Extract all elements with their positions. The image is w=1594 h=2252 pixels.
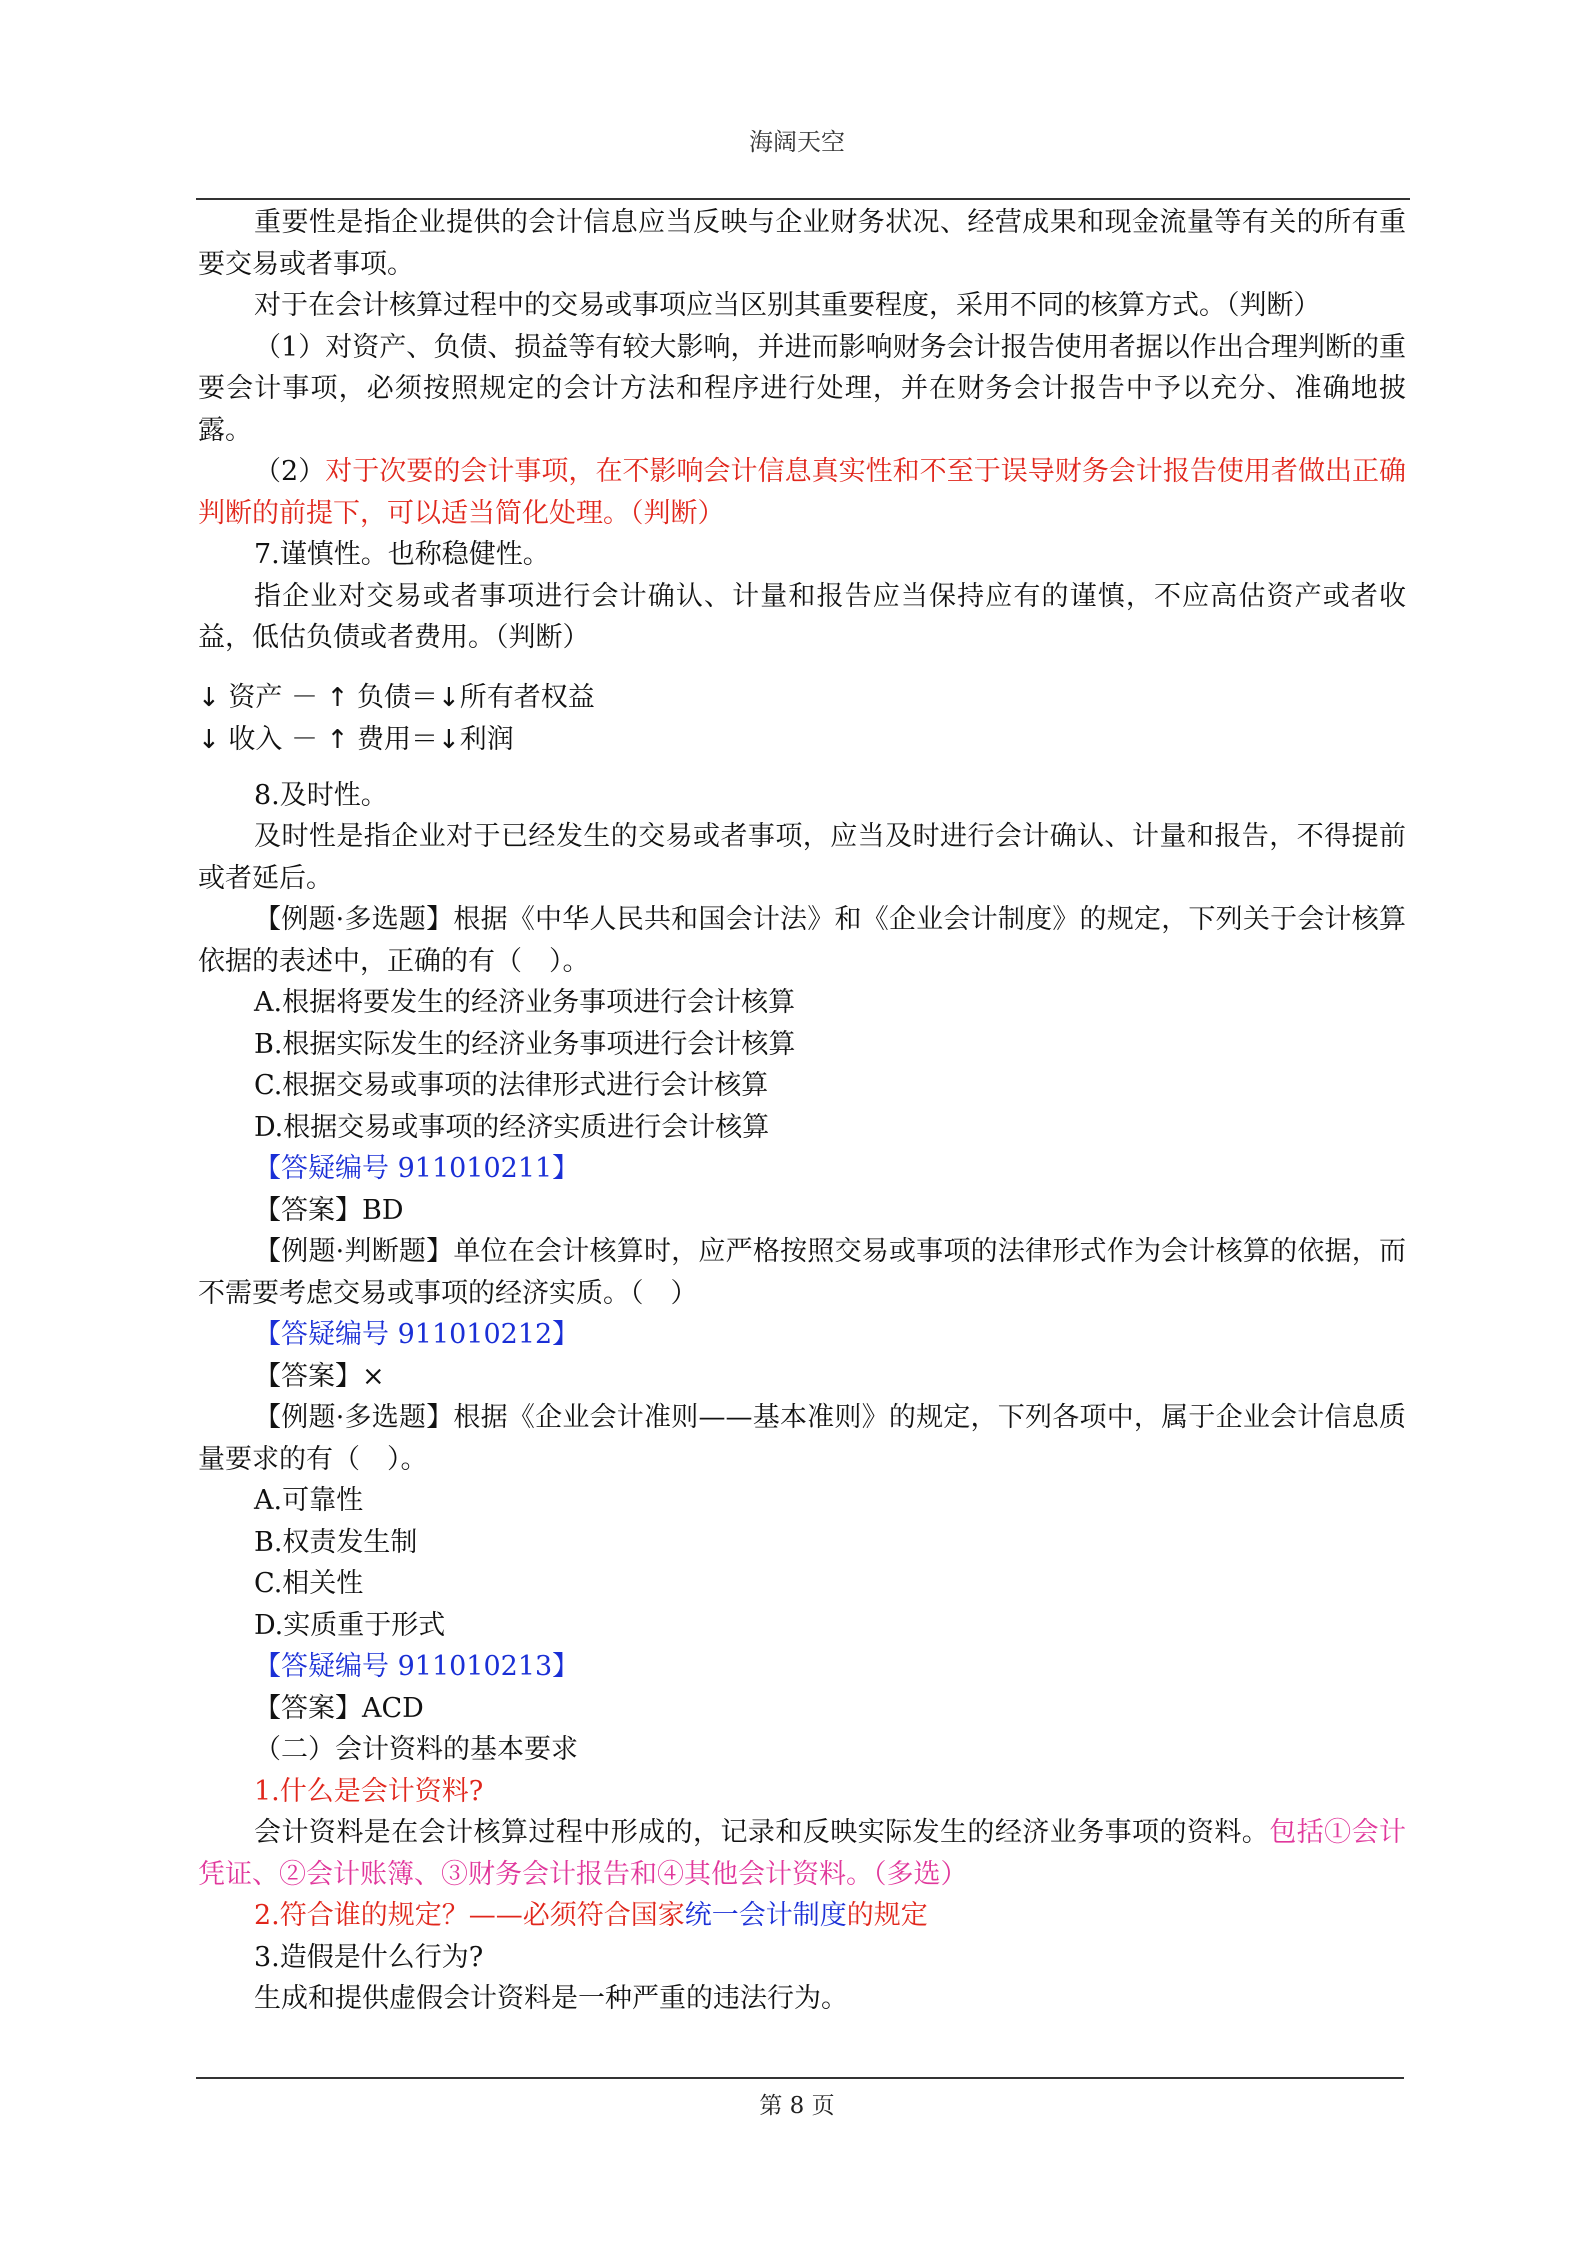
formula-row-income [198,719,1406,761]
formula-term: 费用 [356,723,411,755]
formula-term: 资产 [228,681,283,713]
paragraph-materiality-rule: 对于在会计核算过程中的交易或事项应当区别其重要程度，采用不同的核算方式。（判断） [254,290,1321,321]
page-number: 第 8 页 [759,2093,835,2119]
arrow-up-icon: ↑ [326,682,349,713]
question-1-option-b: B.根据实际发生的经济业务事项进行会计核算 [254,1028,796,1060]
question-1-option-c: C.根据交易或事项的法律形式进行会计核算 [254,1070,769,1101]
formula-term: 所有者权益 [459,681,595,713]
whose-rules-text-c: 的规定 [846,1900,928,1931]
question-3-qa-code: 【答疑编号 911010213】 [254,1651,580,1682]
paragraph-materiality-definition: 重要性是指企业提供的会计信息应当反映与企业财务状况、经营成果和现金流量等有关的所有重要交易或者事项。 [198,207,1406,280]
formula-term: 负债 [356,681,411,713]
paragraph-prudence-definition: 指企业对交易或者事项进行会计确认、计量和报告应当保持应有的谨慎，不应高估资产或者收益，低估负债或者费用。（判断） [198,580,1406,653]
heading-prudence: 7.谨慎性。也称稳健性。 [254,539,550,570]
arrow-up-icon: ↑ [326,724,349,755]
question-1: 【例题·多选题】根据《中华人民共和国会计法》和《企业会计制度》的规定，下列关于会计核算依据的表述中，正确的有（ ）。 [198,904,1406,977]
question-1-option-d: D.根据交易或事项的经济实质进行会计核算 [254,1111,770,1143]
question-2-answer: 【答案】× [254,1360,385,1392]
header-divider [196,198,1410,200]
formula-term: 收入 [228,723,283,755]
section-heading-accounting-materials: （二）会计资料的基本要求 [254,1734,578,1765]
subheading-what-are-materials: 1.什么是会计资料? [254,1775,484,1807]
arrow-down-icon: ↓ [437,682,460,713]
paragraph-materiality-item-2 [198,451,1406,534]
question-1-qa-code: 【答疑编号 911010211】 [254,1153,580,1184]
formula-operator: ＝ [410,723,438,755]
question-3-answer: 【答案】ACD [254,1692,424,1724]
arrow-down-icon: ↓ [437,724,460,755]
paragraph-materiality-item-1: （1）对资产、负债、损益等有较大影响，并进而影响财务会计报告使用者据以作出合理判断的重要会计事项，必须按照规定的会计方法和程序进行处理，并在财务会计报告中予以充分、准确地披露。 [198,331,1406,446]
arrow-down-icon: ↓ [198,724,220,755]
whose-rules-text-a: 2.符合谁的规定？——必须符合国家 [254,1900,685,1931]
whose-rules-highlight: 统一会计制度 [684,1900,847,1931]
prudence-formula [198,677,1406,761]
page-content [198,202,1406,2020]
footer-divider [196,2077,1404,2079]
question-2-qa-code: 【答疑编号 911010212】 [254,1319,580,1350]
item-2-prefix: （2） [254,456,326,487]
question-1-option-a: A.根据将要发生的经济业务事项进行会计核算 [254,987,796,1018]
materials-definition-highlight: 包括①会计凭证、②会计账簿、③财务会计报告和④其他会计资料。（多选） [198,1817,1407,1890]
materials-definition-text: 会计资料是在会计核算过程中形成的，记录和反映实际发生的经济业务事项的资料。 [254,1817,1270,1848]
formula-term: 利润 [459,723,514,755]
question-3-option-c: C.相关性 [254,1568,364,1599]
paragraph-fraud: 生成和提供虚假会计资料是一种严重的违法行为。 [254,1983,848,2014]
paragraph-timeliness-definition: 及时性是指企业对于已经发生的交易或者事项，应当及时进行会计确认、计量和报告，不得提前或者延后。 [198,821,1406,894]
paragraph-materials-definition [198,1812,1406,1895]
subheading-whose-rules [198,1895,1406,1937]
question-1-answer: 【答案】BD [254,1194,404,1226]
heading-timeliness: 8.及时性。 [254,779,388,811]
arrow-down-icon: ↓ [198,682,220,713]
formula-operator: ＝ [410,681,438,713]
formula-operator: － [282,681,327,713]
item-2-highlight: 对于次要的会计事项，在不影响会计信息真实性和不至于误导财务会计报告使用者做出正确判断的前提下，可以适当简化处理。（判断） [198,456,1407,529]
formula-row-balance [198,677,1406,719]
page-header-title: 海阔天空 [749,128,845,156]
question-3-option-d: D.实质重于形式 [254,1609,446,1641]
formula-operator: － [282,723,327,755]
question-3-option-b: B.权责发生制 [254,1526,418,1558]
question-3: 【例题·多选题】根据《企业会计准则——基本准则》的规定，下列各项中，属于企业会计信息质量要求的有（ ）。 [198,1402,1406,1475]
question-3-option-a: A.可靠性 [254,1485,364,1516]
question-2: 【例题·判断题】单位在会计核算时，应严格按照交易或事项的法律形式作为会计核算的依据，而不需要考虑交易或事项的经济实质。（ ） [198,1236,1406,1309]
subheading-fraud: 3.造假是什么行为? [254,1941,484,1973]
